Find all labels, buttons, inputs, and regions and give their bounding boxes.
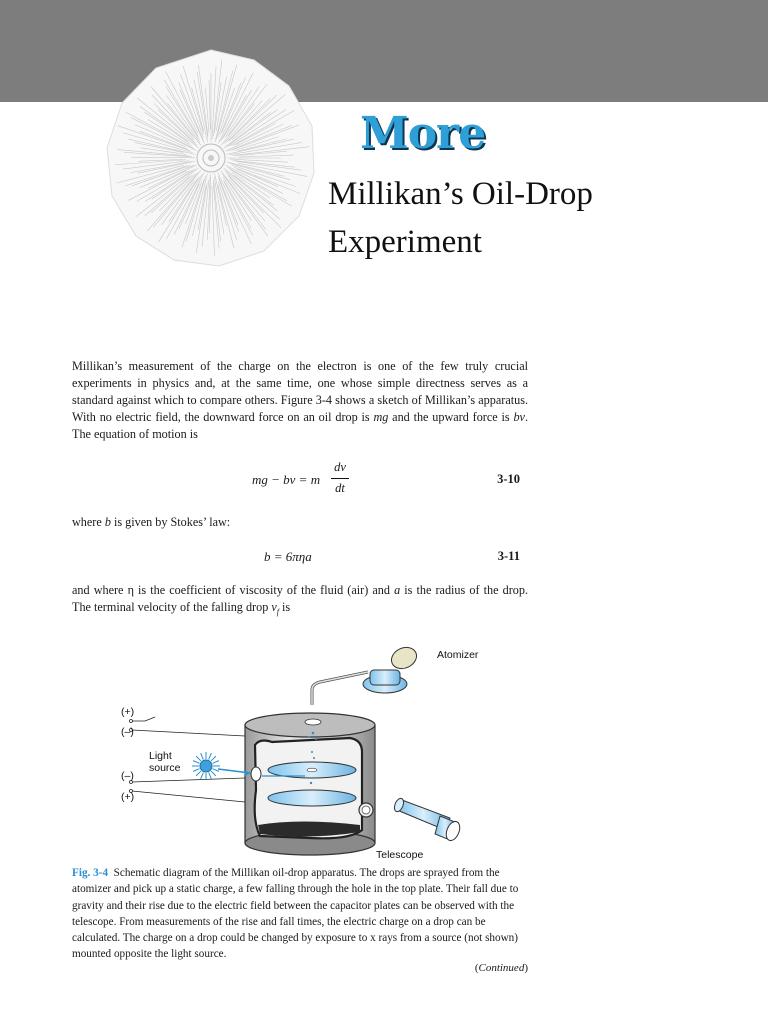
equation-number-3-11: 3-11 [497,549,520,563]
text-run: and the upward force is [388,409,514,424]
text-run: and where η is the coefficient of viscosity of the fluid (air) and [72,583,395,597]
atomizer [312,643,420,705]
text-run: . The equation of motion is [72,409,528,441]
paragraph-viscosity [72,582,528,621]
math-bv: bv [513,409,525,424]
decorative-burst-graphic [104,48,319,268]
text-run: is given by Stokes’ law: [110,515,231,529]
section-label-more: More [360,108,486,159]
page-title-line2: Experiment [328,224,482,260]
continued-note: (Continued) [474,962,528,974]
label-light: Light [149,750,172,762]
page-title [328,170,708,266]
paragraph-stokes [72,514,528,531]
text-run: is the radius of the drop. The terminal velocity of the falling drop [72,583,528,614]
figure-millikan-apparatus [100,640,520,865]
equation-3-10-denominator: dt [335,481,345,495]
label-source: source [149,762,181,774]
caption-label: Fig. 3-4 [72,867,109,879]
math-b: b [104,515,111,529]
math-mg: mg [373,409,389,424]
math-v: v [271,599,277,614]
label-plus-bottom: (+) [121,791,135,803]
paragraph-intro [72,358,528,443]
continued-text: Continued [478,962,525,974]
equation-3-10-numerator: dv [334,460,346,474]
text-run: Millikan’s measurement of the charge on the electron is one of the few truly crucial experiments in physics and, at the same time, one whose simple directness serves as a standard against which to compare others. Figure 3-4 shows a sketch of Millikan’s apparatus. With no electric field, the downward force on an oil drop is [72,359,528,424]
math-subscript-f: f [276,607,279,617]
chamber-cylinder [245,713,375,855]
fraction-bar [331,478,349,479]
label-minus-bottom: (–) [121,770,134,782]
label-minus-top: (–) [121,726,134,738]
label-atomizer: Atomizer [437,649,479,661]
figure-caption [72,865,528,963]
text-run: is [279,599,291,614]
equation-3-10-lhs: mg − bv = m [252,472,321,487]
wires [130,717,246,802]
text-run: where [72,515,105,529]
equation-number-3-10: 3-10 [497,472,520,486]
page-title-line1: Millikan’s Oil-Drop [328,176,593,212]
equation-3-11: b = 6πηa [264,549,312,564]
label-plus-top: (+) [121,706,135,718]
telescope [393,797,463,843]
label-telescope: Telescope [376,849,424,861]
caption-text: Schematic diagram of the Millikan oil-drop apparatus. The drops are sprayed from the atomizer and pick up a static charge, a few falling through the hole in the top plate. Their fall due to gravity and their rise due to the electric field between the capacitor plates can be observed with the telescope. From measurements of the rise and fall times, the electric charge on a drop can be calculated. The charge on a drop could be changed by exposure to x rays from a source (not shown) mounted opposite the light source. [72,867,519,961]
math-a: a [394,583,401,597]
